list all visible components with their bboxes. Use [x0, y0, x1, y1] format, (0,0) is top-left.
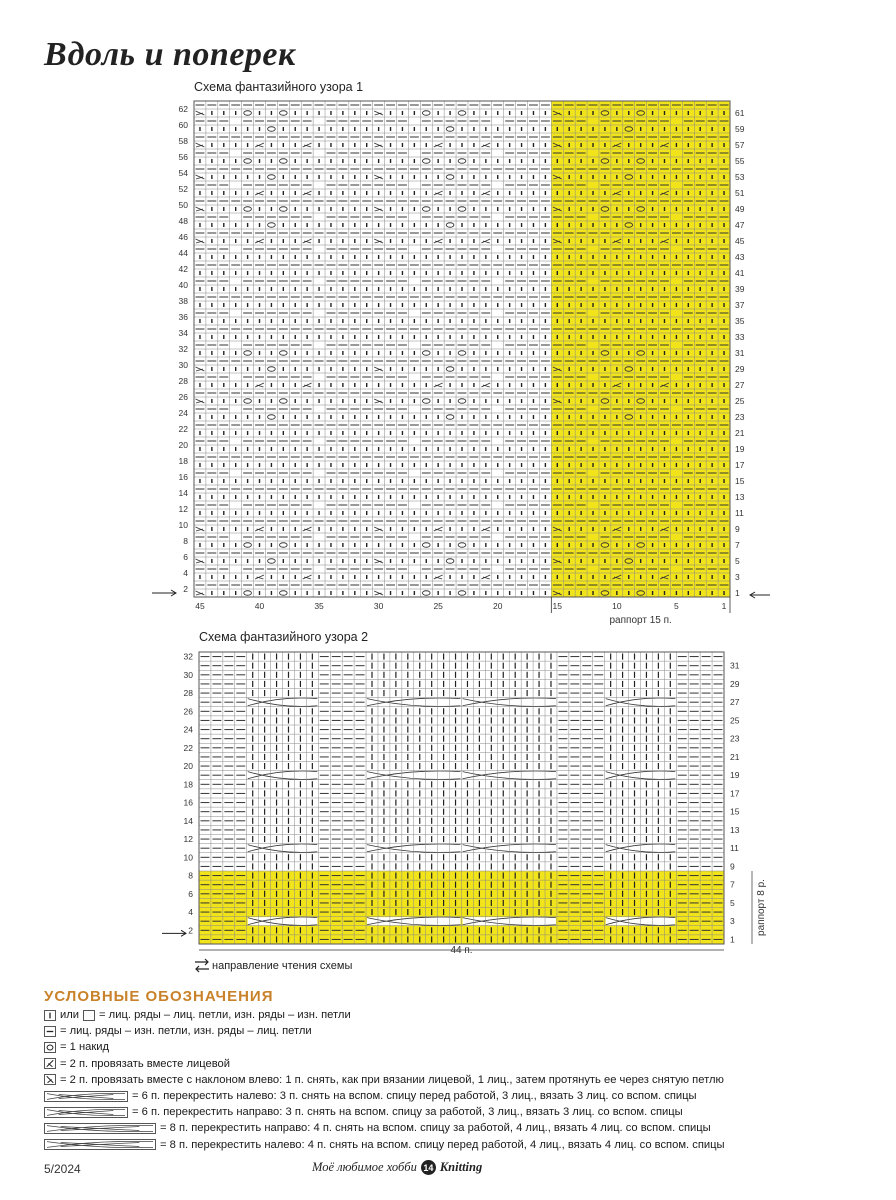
- purl-stitch-icon: [44, 1026, 56, 1037]
- chart2-left-row-number: 12: [183, 834, 193, 845]
- chart1-stitch-number: 45: [195, 601, 205, 611]
- chart1-right-row-number: 49: [735, 204, 745, 214]
- chart1-left-row-number: 50: [178, 200, 188, 210]
- chart1-right-row-number: 59: [735, 124, 745, 134]
- chart1-right-row-number: 51: [735, 188, 745, 198]
- chart2-left-row-number: 32: [183, 651, 193, 662]
- chart2-left-row-number: 22: [183, 742, 193, 753]
- chart1-right-row-number: 15: [735, 476, 745, 486]
- chart1-left-row-number: 34: [178, 328, 188, 338]
- cable-6-right-icon: [44, 1107, 128, 1118]
- chart1-left-row-number: 44: [178, 248, 188, 258]
- chart1-right-row-number: 55: [735, 156, 745, 166]
- legend-item-cable-8-left: = 8 п. перекрестить налево: 4 п. снять на вспом. спицу перед работой, 4 лиц., вязать 4 лиц. со вспом. спицы: [44, 1137, 884, 1153]
- chart1-stitch-number: 15: [552, 601, 563, 611]
- chart1-right-row-number: 53: [735, 172, 745, 182]
- chart1-left-row-number: 46: [178, 232, 188, 242]
- chart1-right-row-number: 7: [735, 540, 740, 550]
- chart1-right-row-number: 37: [735, 300, 745, 310]
- chart1-right-row-number: 39: [735, 284, 745, 294]
- chart1-right-row-number: 41: [735, 268, 745, 278]
- chart1-stitch-number: 35: [314, 601, 324, 611]
- chart1-left-row-number: 20: [178, 440, 188, 450]
- chart1-left-row-number: 52: [178, 184, 188, 194]
- chart1-right-row-number: 13: [735, 492, 745, 502]
- ssk-icon: [44, 1074, 56, 1085]
- chart1-right-row-number: 3: [735, 572, 740, 582]
- chart1-right-row-number: 21: [735, 428, 745, 438]
- chart1-left-row-number: 10: [178, 520, 188, 530]
- chart2-caption: Схема фантазийного узора 2: [199, 630, 369, 644]
- chart2-right-row-number: 9: [730, 861, 735, 872]
- chart1-left-row-number: 6: [183, 552, 188, 562]
- reading-direction-arrows-icon: [194, 958, 210, 974]
- chart1-right-row-number: 45: [735, 236, 745, 246]
- chart1-caption: Схема фантазийного узора 1: [194, 80, 364, 94]
- chart1-stitch-number: 25: [433, 601, 443, 611]
- chart1-left-row-number: 58: [178, 136, 188, 146]
- chart1-stitch-number: 1: [721, 601, 727, 611]
- chart2-right-row-number: 1: [730, 934, 735, 945]
- knit-stitch-icon: [44, 1010, 56, 1021]
- chart2-left-row-number: 10: [183, 852, 193, 863]
- chart1-left-row-number: 12: [178, 504, 188, 514]
- chart1-left-row-number: 16: [178, 472, 188, 482]
- chart2-repeat-label: раппорт 8 р.: [756, 879, 767, 936]
- chart1-right-row-number: 43: [735, 252, 745, 262]
- chart1-right-row-number: 27: [735, 380, 745, 390]
- chart1-right-row-number: 35: [735, 316, 745, 326]
- legend-title: УСЛОВНЫЕ ОБОЗНАЧЕНИЯ: [44, 988, 274, 1005]
- chart2-left-row-number: 18: [183, 779, 193, 790]
- chart2-row2-arrow-icon: [162, 930, 186, 936]
- chart2-right-row-number: 15: [730, 806, 740, 817]
- chart1-left-row-number: 62: [178, 104, 188, 114]
- chart2-left-row-number: 8: [188, 870, 193, 881]
- chart1-left-row-number: 48: [178, 216, 188, 226]
- chart2-left-row-number: 6: [188, 888, 193, 899]
- chart1-left-row-number: 2: [183, 584, 188, 594]
- chart2-right-row-number: 27: [730, 697, 740, 708]
- chart1-left-row-number: 18: [178, 456, 188, 466]
- chart1-right-row-number: 25: [735, 396, 745, 406]
- chart1-left-row-number: 42: [178, 264, 188, 274]
- page-number: 14: [421, 1160, 436, 1175]
- chart2-right-row-number: 5: [730, 897, 735, 908]
- chart2-left-row-number: 14: [183, 815, 193, 826]
- chart2-left-row-number: 20: [183, 761, 193, 772]
- chart1-right-row-number: 57: [735, 140, 745, 150]
- chart1-right-row-number: 31: [735, 348, 745, 358]
- chart1-left-row-number: 26: [178, 392, 188, 402]
- chart1-left-row-number: 36: [178, 312, 188, 322]
- chart1-stitch-number: 20: [492, 601, 503, 611]
- legend-item-k2tog: = 2 п. провязать вместе лицевой: [44, 1056, 884, 1072]
- chart2-right-row-number: 11: [730, 843, 739, 854]
- chart2-left-row-number: 26: [183, 706, 193, 717]
- chart1-right-row-number: 23: [735, 412, 745, 422]
- chart1-left-row-number: 32: [178, 344, 188, 354]
- chart2-left-row-number: 30: [183, 669, 193, 680]
- chart2-right-row-number: 3: [730, 916, 735, 927]
- legend: [44, 1007, 884, 1153]
- chart1-left-row-number: 40: [178, 280, 188, 290]
- legend-item-cable-6-right: = 6 п. перекрестить направо: 3 п. снять на вспом. спицу за работой, 3 лиц., вязать 3 лиц. со вспом. спицы: [44, 1104, 884, 1120]
- chart1-left-row-number: 4: [183, 568, 188, 578]
- chart2-left-row-number: 28: [183, 688, 193, 699]
- chart2-right-row-number: 7: [730, 879, 735, 890]
- chart1-right-row-number: 47: [735, 220, 745, 230]
- chart1-stitch-number: 40: [254, 601, 265, 611]
- chart1-left-row-number: 22: [178, 424, 188, 434]
- chart1-right-row-number: 33: [735, 332, 745, 342]
- chart1-right-row-number: 19: [735, 444, 745, 454]
- chart1-left-row-number: 24: [178, 408, 188, 418]
- chart2-right-row-number: 21: [730, 751, 740, 762]
- chart2-right-row-number: 17: [730, 788, 740, 799]
- chart2-right-row-number: 29: [730, 678, 740, 689]
- cable-8-right-icon: [44, 1123, 156, 1134]
- k2tog-icon: [44, 1058, 56, 1069]
- chart2-width-label: 44 п.: [450, 945, 473, 956]
- chart1-left-row-number: 54: [178, 168, 188, 178]
- chart1-left-row-number: 8: [183, 536, 188, 546]
- legend-item-purl: = лиц. ряды – изн. петли, изн. ряды – лиц. петли: [44, 1023, 884, 1039]
- legend-item-ssk: = 2 п. провязать вместе с наклоном влево: 1 п. снять, как при вязании лицевой, 1 лиц., затем протянуть ее через снятую петлю: [44, 1072, 884, 1088]
- chart1-left-row-number: 28: [178, 376, 188, 386]
- cable-6-left-icon: [44, 1091, 128, 1102]
- chart1-left-row-number: 14: [178, 488, 188, 498]
- chart2-right-row-number: 23: [730, 733, 740, 744]
- chart2-right-row-number: 13: [730, 824, 740, 835]
- chart2-right-row-number: 31: [730, 660, 740, 671]
- chart2-right-row-number: 25: [730, 715, 740, 726]
- chart2-left-row-number: 4: [188, 907, 193, 918]
- chart2-left-row-number: 2: [188, 925, 193, 936]
- empty-square-icon: [83, 1010, 95, 1021]
- legend-item-knit: или = лиц. ряды – лиц. петли, изн. ряды – изн. петли: [44, 1007, 884, 1023]
- chart2-left-row-number: 16: [183, 797, 193, 808]
- chart2-left-row-number: 24: [183, 724, 193, 735]
- chart1-left-row-number: 56: [178, 152, 188, 162]
- chart1-right-row-number: 5: [735, 556, 740, 566]
- chart1-right-row-number: 17: [735, 460, 745, 470]
- chart1-right-row-number: 11: [735, 508, 744, 518]
- chart2-right-row-number: 19: [730, 770, 740, 781]
- chart1-stitch-number: 10: [612, 601, 622, 611]
- chart1-left-row-number: 38: [178, 296, 188, 306]
- chart1-stitch-number: 5: [674, 601, 679, 611]
- legend-item-yarn-over: = 1 накид: [44, 1039, 884, 1055]
- chart1-right-row-number: 29: [735, 364, 745, 374]
- chart1-right-row-number: 1: [735, 588, 740, 598]
- yarn-over-icon: [44, 1042, 56, 1053]
- chart1-repeat-label: раппорт 15 п.: [609, 615, 672, 626]
- chart1-left-row-number: 60: [178, 120, 188, 130]
- footer-issue: 5/2024: [44, 1162, 81, 1176]
- reading-direction-label: направление чтения схемы: [212, 960, 353, 972]
- chart1-right-row-number: 9: [735, 524, 740, 534]
- chart1-left-row-number: 30: [178, 360, 188, 370]
- cable-8-left-icon: [44, 1139, 156, 1150]
- legend-item-cable-8-right: = 8 п. перекрестить направо: 4 п. снять на вспом. спицу за работой, 4 лиц., вязать 4 лиц. со вспом. спицы: [44, 1120, 884, 1136]
- legend-item-cable-6-left: = 6 п. перекрестить налево: 3 п. снять на вспом. спицу перед работой, 3 лиц., вязать 3 лиц. со вспом. спицы: [44, 1088, 884, 1104]
- chart1-stitch-number: 30: [373, 601, 384, 611]
- page-title: Вдоль и поперек: [44, 36, 296, 73]
- chart1-right-row-number: 61: [735, 108, 745, 118]
- footer-magazine: Моё любимое хобби 14 Knitting: [312, 1160, 483, 1174]
